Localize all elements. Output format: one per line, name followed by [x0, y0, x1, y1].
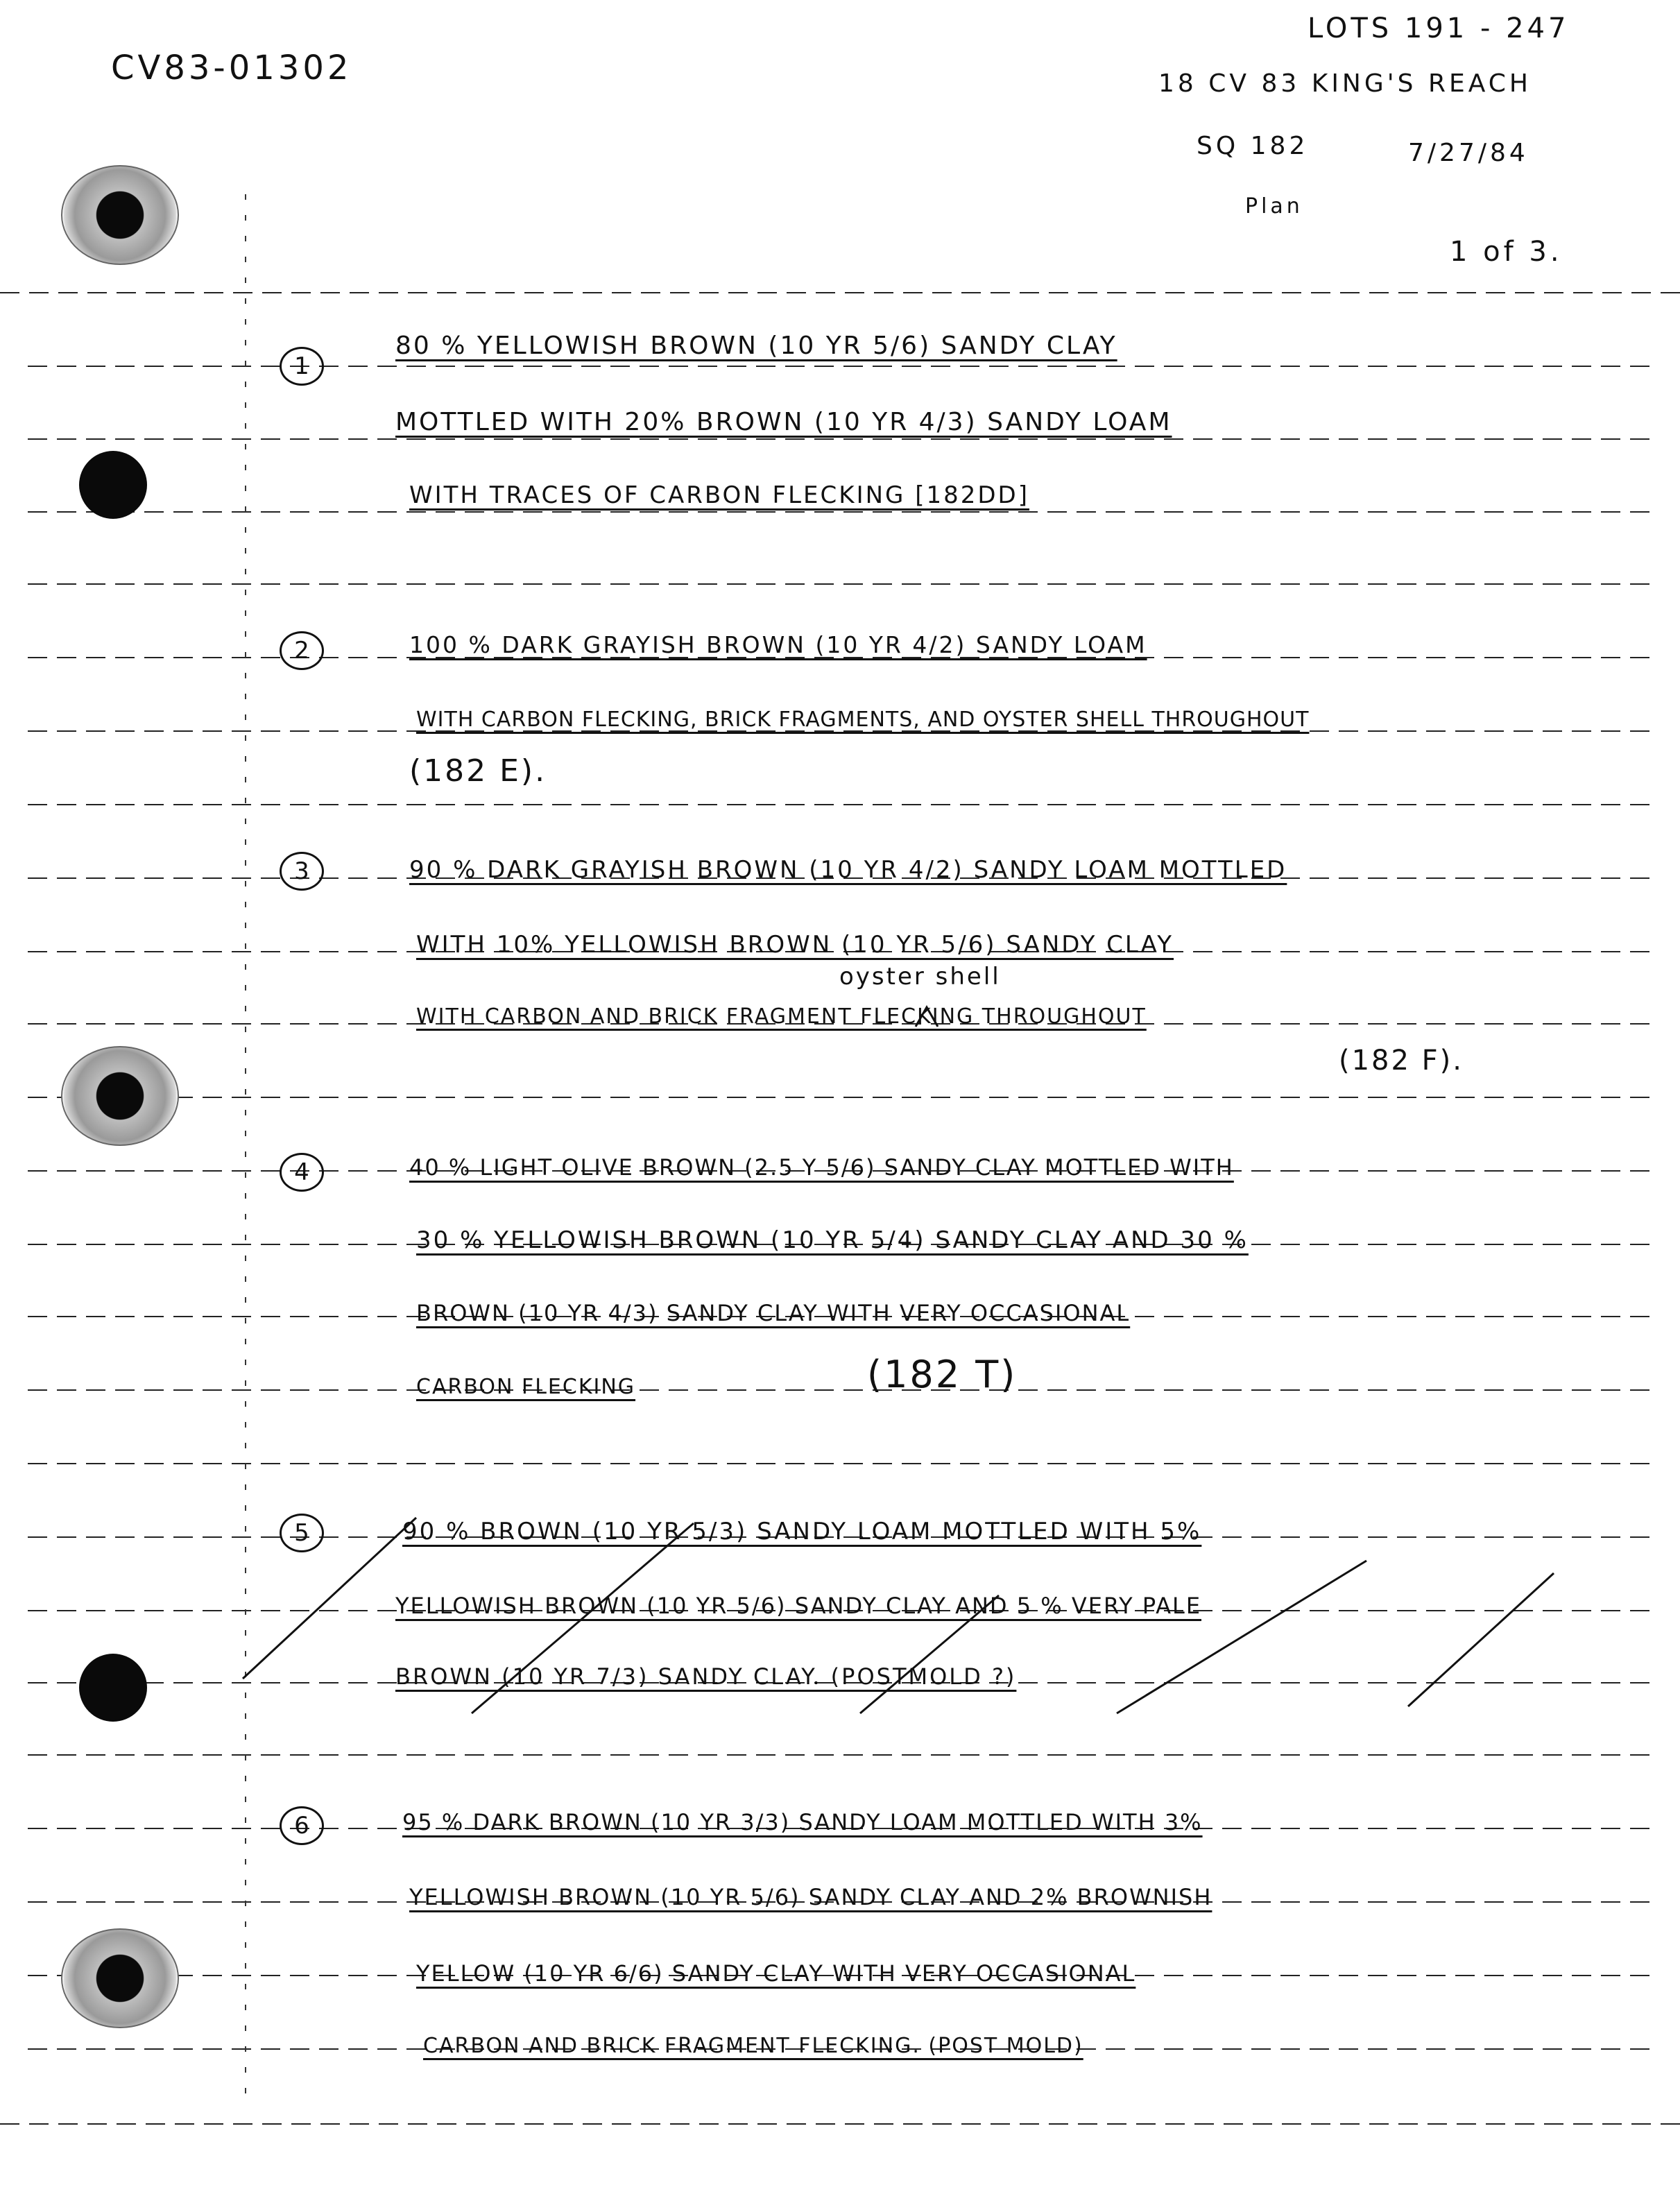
- entry-number: 5: [280, 1514, 324, 1552]
- entry-line: 30 % YELLOWISH BROWN (10 YR 5/4) SANDY CLAY AND 30 %: [416, 1226, 1249, 1254]
- entry-line: (182 F).: [1339, 1045, 1464, 1077]
- entry-line: YELLOWISH BROWN (10 YR 5/6) SANDY CLAY AND 5 % VERY PALE: [395, 1593, 1202, 1619]
- entry-line: BROWN (10 YR 7/3) SANDY CLAY. (POSTMOLD ?): [395, 1663, 1017, 1690]
- inserted-text: oyster shell: [839, 963, 1001, 991]
- entry-line: 95 % DARK BROWN (10 YR 3/3) SANDY LOAM MOTTLED WITH 3%: [402, 1809, 1203, 1835]
- entry-line: YELLOWISH BROWN (10 YR 5/6) SANDY CLAY AND 2% BROWNISH: [409, 1884, 1212, 1910]
- entry-number: 3: [280, 852, 324, 891]
- entry-line: CARBON AND BRICK FRAGMENT FLECKING. (POST MOLD): [423, 2034, 1083, 2058]
- square-number: SQ 182: [1197, 132, 1309, 160]
- entry-line: 80 % YELLOWISH BROWN (10 YR 5/6) SANDY CLAY: [395, 332, 1117, 360]
- entry-line: (182 E).: [409, 753, 547, 789]
- entry-line: WITH 10% YELLOWISH BROWN (10 YR 5/6) SANDY CLAY: [416, 931, 1174, 959]
- entry-number: 6: [280, 1806, 324, 1845]
- entry-line: (182 T): [867, 1353, 1018, 1396]
- entry-line: CARBON FLECKING: [416, 1375, 636, 1399]
- entry-number: 1: [280, 347, 324, 386]
- lots-range: LOTS 191 - 247: [1308, 12, 1570, 44]
- entry-line: 90 % BROWN (10 YR 5/3) SANDY LOAM MOTTLED WITH 5%: [402, 1518, 1202, 1545]
- entry-line: 40 % LIGHT OLIVE BROWN (2.5 Y 5/6) SANDY CLAY MOTTLED WITH: [409, 1154, 1234, 1181]
- entry-line: 90 % DARK GRAYISH BROWN (10 YR 4/2) SANDY LOAM MOTTLED: [409, 856, 1287, 884]
- entry-line: BROWN (10 YR 4/3) SANDY CLAY WITH VERY OCCASIONAL: [416, 1300, 1131, 1326]
- entry-line: 100 % DARK GRAYISH BROWN (10 YR 4/2) SANDY LOAM: [409, 631, 1147, 658]
- punch-hole-icon: [79, 451, 147, 519]
- entry-line: MOTTLED WITH 20% BROWN (10 YR 4/3) SANDY LOAM: [395, 408, 1172, 436]
- punch-hole-icon: [61, 165, 179, 265]
- page-indicator: 1 of 3.: [1450, 236, 1563, 268]
- entry-line: WITH CARBON FLECKING, BRICK FRAGMENTS, AND OYSTER SHELL THROUGHOUT: [416, 708, 1310, 732]
- document-code: CV83-01302: [111, 49, 352, 87]
- entry-line: WITH TRACES OF CARBON FLECKING [182DD]: [409, 481, 1029, 509]
- entry-number: 4: [280, 1153, 324, 1192]
- entry-line: YELLOW (10 YR 6/6) SANDY CLAY WITH VERY OCCASIONAL: [416, 1960, 1136, 1987]
- entry-line: WITH CARBON AND BRICK FRAGMENT FLECKING THROUGHOUT: [416, 1004, 1147, 1029]
- view-label: Plan: [1245, 194, 1303, 218]
- site-designation: 18 CV 83 KING'S REACH: [1158, 69, 1532, 98]
- entry-number: 2: [280, 631, 324, 670]
- punch-hole-icon: [61, 1928, 179, 2028]
- record-date: 7/27/84: [1408, 139, 1529, 167]
- punch-hole-icon: [61, 1046, 179, 1146]
- punch-hole-icon: [79, 1654, 147, 1722]
